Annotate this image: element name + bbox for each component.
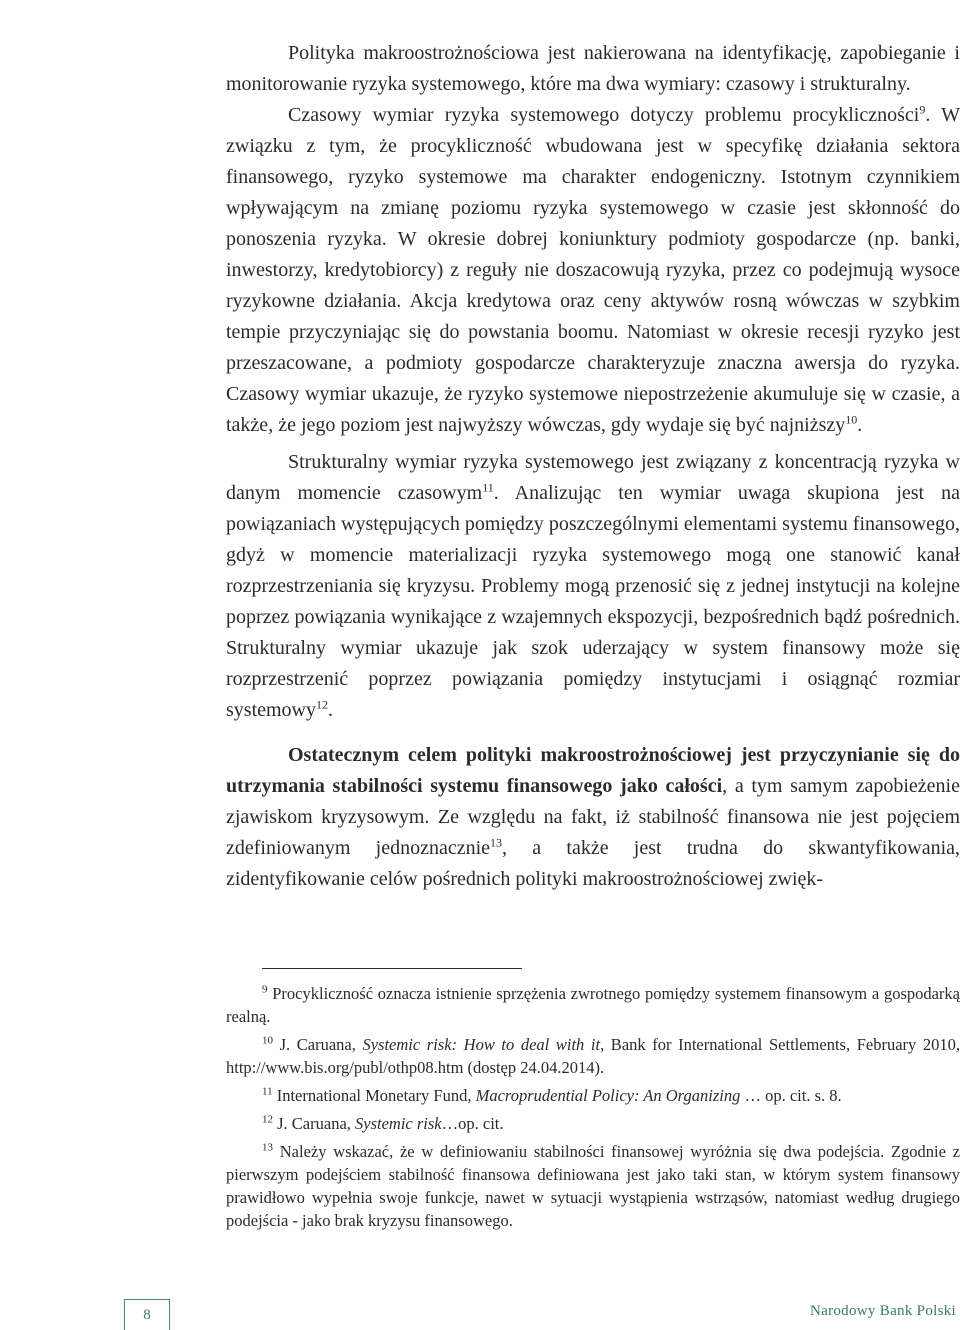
footnote-title: Systemic risk — [355, 1114, 442, 1133]
footnote-text: …op. cit. — [441, 1114, 504, 1133]
footnote-number: 11 — [262, 1085, 273, 1098]
paragraph-intro-text: Polityka makroostrożnościowa jest nakierowana na identyfikację, zapobieganie i monitorowanie ryzyka systemowego, które ma dwa wymiary: czasowy i strukturalny. — [226, 42, 960, 95]
footnote-text: J. Caruana, — [277, 1114, 356, 1133]
footnote-title: Systemic risk: How to deal with it — [362, 1035, 601, 1054]
footnote-text: Należy wskazać, że w definiowaniu stabilności finansowej wyróżnia się dwa podejścia. Zgodnie z pierwszym podejściem stabilność finansowa definiowana jest jako taki stan, w którym system finansowy prawidłowo wypełnia swoje funkcje, nawet w sytuacji wystąpienia wstrząsów, natomiast według drugiego podejścia - jako brak kryzysu finansowego. — [226, 1142, 960, 1230]
main-text — [226, 38, 960, 895]
footnote-10 — [226, 1033, 960, 1079]
footnote-11 — [226, 1084, 960, 1107]
footnote-ref-13[interactable]: 13 — [490, 835, 503, 850]
footnote-number: 9 — [262, 983, 268, 996]
footnote-9 — [226, 982, 960, 1028]
footnote-text: , Bank for International Settlements, February 2010, http://www.bis.org/publ/othp08.htm (dostęp 24.04.2014). — [226, 1035, 960, 1077]
paragraph-structural-dimension — [226, 447, 960, 726]
footnote-12 — [226, 1112, 960, 1135]
footnote-text: … op. cit. s. 8. — [740, 1086, 842, 1105]
footnote-title: Macroprudential Policy: An Organizing — [475, 1086, 741, 1105]
footnotes — [226, 982, 960, 1237]
footer-brand: Narodowy Bank Polski — [810, 1303, 956, 1319]
paragraph-text: . — [328, 699, 333, 721]
paragraph-time-dimension — [226, 100, 960, 441]
paragraph-intro — [226, 38, 960, 100]
paragraph-text: , a także jest trudna do skwantyfikowania, zidentyfikowanie celów pośrednich polityki makroostrożnościowej zwięk- — [226, 837, 960, 890]
footnote-ref-11[interactable]: 11 — [482, 480, 494, 495]
footnote-ref-10[interactable]: 10 — [845, 412, 858, 427]
footnote-ref-12[interactable]: 12 — [316, 697, 328, 712]
paragraph-text: . W związku z tym, że procykliczność wbudowana jest w specyfikę działania sektora finansowego, ryzyko systemowe ma charakter endogeniczny. Istotnym czynnikiem wpływającym na zmianę poziomu ryzyka systemowego w czasie jest skłonność do ponoszenia ryzyka. W okresie dobrej koniunktury podmioty gospodarcze (np. banki, inwestorzy, kredytobiorcy) z reguły nie doszacowują ryzyka, przez co podejmują wysoce ryzykowne działania. Akcja kredytowa oraz ceny aktywów rosną wówczas w szybkim tempie przyczyniając się do powstania boomu. Natomiast w okresie recesji ryzyko jest przeszacowane, a podmioty gospodarcze charakteryzuje znaczna awersja do ryzyka. Czasowy wymiar ukazuje, że ryzyko systemowe niepostrzeżenie akumuluje się w czasie, a także, że jego poziom jest najwyższy wówczas, gdy wydaje się być najniższy — [226, 104, 960, 436]
footnote-number: 13 — [262, 1141, 273, 1154]
footnote-13 — [226, 1140, 960, 1232]
paragraph-text: . Analizując ten wymiar uwaga skupiona jest na powiązaniach występujących pomiędzy poszczególnymi elementami systemu finansowego, gdyż w momencie materializacji ryzyka systemowego mogą one stanowić kanał rozprzestrzeniania się kryzysu. Problemy mogą przenosić się z jednej instytucji na kolejne poprzez powiązania wynikające z wzajemnych ekspozycji, bezpośrednich bądź pośrednich. Strukturalny wymiar ukazuje jak szok uderzający w system finansowy może się rozprzestrzenić poprzez powiązania pomiędzy instytucjami i osiągnąć rozmiar systemowy — [226, 482, 960, 721]
bold-statement: Ostatecznym celem polityki makroostrożnościowej jest przyczynianie się do utrzymania stabilności systemu finansowego jako całości — [226, 744, 960, 797]
paragraph-text: Strukturalny wymiar ryzyka systemowego jest związany z koncentracją ryzyka w danym momencie czasowym — [226, 451, 960, 504]
footnote-separator — [262, 968, 522, 969]
footnote-number: 12 — [262, 1113, 273, 1126]
footnote-text: International Monetary Fund, — [276, 1086, 476, 1105]
page-number: 8 — [143, 1306, 151, 1323]
footnote-ref-9[interactable]: 9 — [919, 102, 926, 117]
page-number-box — [124, 1299, 170, 1330]
footnote-number: 10 — [262, 1034, 273, 1047]
paragraph-ultimate-goal — [226, 740, 960, 895]
paragraph-text: . — [857, 414, 863, 436]
paragraph-text: , a tym samym zapobieżenie zjawiskom kryzysowym. Ze względu na fakt, iż stabilność finansowa nie jest pojęciem zdefiniowanym jednoznacznie — [226, 775, 960, 859]
paragraph-text: Czasowy wymiar ryzyka systemowego dotyczy problemu procykliczności — [288, 104, 920, 126]
footnote-text: J. Caruana, — [279, 1035, 363, 1054]
footnote-text: Procykliczność oznacza istnienie sprzężenia zwrotnego pomiędzy systemem finansowym a gospodarką realną. — [226, 984, 960, 1026]
